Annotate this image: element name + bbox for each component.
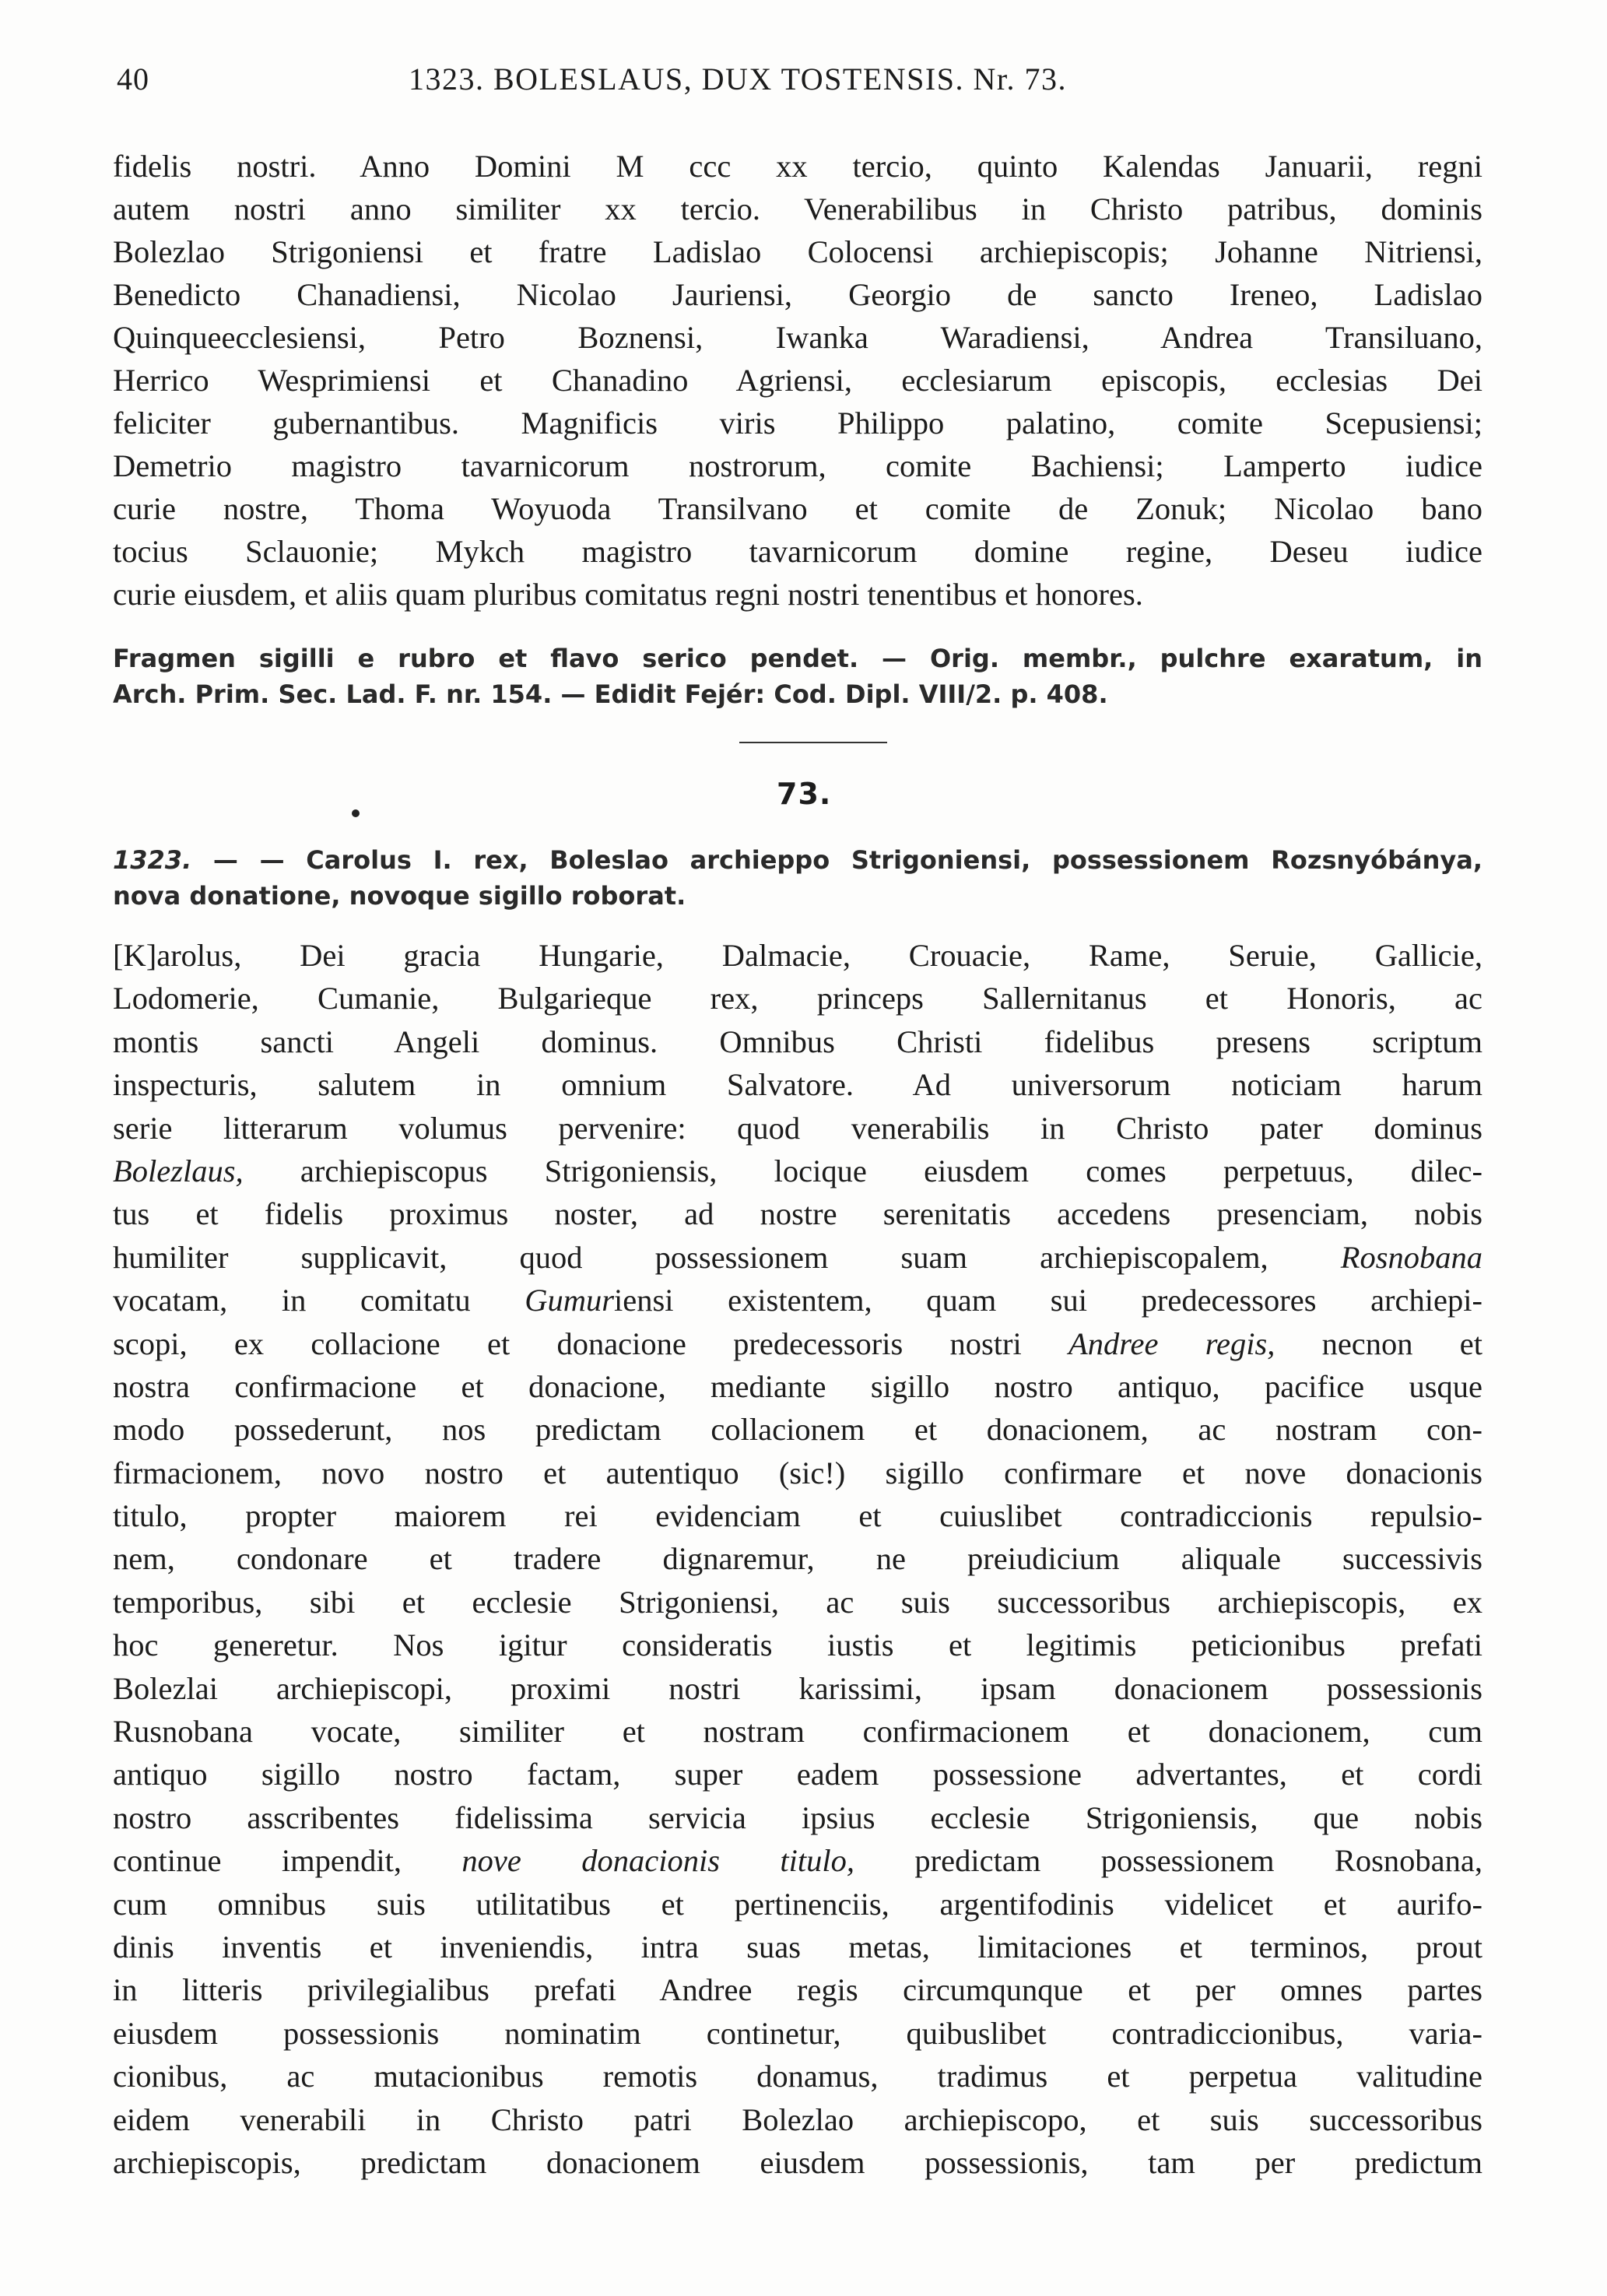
text-line: curie nostre, Thoma Woyuoda Transilvano et comite de Zonuk; Nicolao bano — [113, 491, 1482, 526]
italic-phrase: nove donacionis titulo, — [461, 1843, 855, 1879]
text-line: feliciter gubernantibus. Magnificis viris Philippo palatino, comite Scepusiensi; — [113, 405, 1482, 441]
text-line: Rusnobana vocate, similiter et nostram confirmacionem et donacionem, cum — [113, 1714, 1482, 1750]
regest-line — [113, 842, 1482, 878]
text-line: cionibus, ac mutacionibus remotis donamus, tradimus et perpetua valitudine — [113, 2059, 1482, 2094]
text-line: Demetrio magistro tavarnicorum nostrorum, comite Bachiensi; Lamperto iudice — [113, 448, 1482, 483]
italic-name: Andree regis, — [1068, 1325, 1275, 1361]
text-line — [113, 1839, 1482, 1882]
text-line — [113, 1236, 1482, 1279]
text-run: iensi existentem, quam sui predecessores archiepi- — [614, 1283, 1482, 1318]
text-line: hoc generetur. Nos igitur consideratis iustis et legitimis peticionibus prefati — [113, 1627, 1482, 1663]
text-line: Benedicto Chanadiensi, Nicolao Jauriensi, Georgio de sancto Ireneo, Ladislao — [113, 277, 1482, 312]
text-run: necnon et — [1275, 1325, 1482, 1361]
text-line: eidem venerabili in Christo patri Bolezlao archiepiscopo, et suis successoribus — [113, 2101, 1482, 2137]
section-divider — [739, 742, 887, 743]
italic-name: Rosnobana — [1340, 1239, 1482, 1275]
text-line: nem, condonare et tradere dignaremur, ne preiudicium aliquale successivis — [113, 1541, 1482, 1577]
text-line: temporibus, sibi et ecclesie Strigoniensi, ac suis successoribus archiepiscopis, ex — [113, 1584, 1482, 1620]
text-run: vocatam, in comitatu — [113, 1283, 525, 1318]
document-number: 73. — [777, 777, 832, 811]
text-line: antiquo sigillo nostro factam, super eadem possessione advertantes, et cordi — [113, 1757, 1482, 1792]
regest-date: 1323. — [113, 845, 192, 875]
text-line: titulo, propter maiorem rei evidenciam et cuiuslibet contradiccionis repulsio- — [113, 1498, 1482, 1534]
text-line: in litteris privilegialibus prefati Andree regis circumqunque et per omnes partes — [113, 1972, 1482, 2008]
text-line: nostra confirmacione et donacione, mediante sigillo nostro antiquo, pacifice usque — [113, 1368, 1482, 1404]
text-line: autem nostri anno similiter xx tercio. Venerabilibus in Christo patribus, dominis — [113, 191, 1482, 226]
regest — [113, 842, 1482, 914]
text-run: scopi, ex collacione et donacione predecessoris nostri — [113, 1325, 1069, 1361]
text-line: [K]arolus, Dei gracia Hungarie, Dalmacie, Crouacie, Rame, Seruie, Gallicie, — [113, 938, 1482, 973]
text-line: tus et fidelis proximus noster, ad nostre serenitatis accedens presenciam, nobis — [113, 1196, 1482, 1232]
page-number: 40 — [117, 61, 149, 97]
text-line: archiepiscopis, predictam donacionem eiusdem possessionis, tam per predictum — [113, 2144, 1482, 2180]
text-line — [113, 1279, 1482, 1322]
regest-line: nova donatione, novoque sigillo roborat. — [113, 881, 686, 911]
preceding-charter-text — [113, 145, 1482, 616]
text-line: Lodomerie, Cumanie, Bulgarieque rex, princeps Sallernitanus et Honoris, ac — [113, 981, 1482, 1016]
text-line: cum omnibus suis utilitatibus et pertinenciis, argentifodinis videlicet et aurifo- — [113, 1886, 1482, 1922]
text-line — [113, 1150, 1482, 1192]
text-line: fidelis nostri. Anno Domini M ccc xx tercio, quinto Kalendas Januarii, regni — [113, 149, 1482, 184]
source-note — [113, 641, 1482, 712]
text-line: Herrico Wesprimiensi et Chanadino Agriensi, ecclesiarum episcopis, ecclesias Dei — [113, 363, 1482, 398]
text-line: tocius Sclauonie; Mykch magistro tavarnicorum domine regine, Deseu iudice — [113, 534, 1482, 569]
text-line: Quinqueecclesiensi, Petro Boznensi, Iwanka Waradiensi, Andrea Transiluano, — [113, 320, 1482, 355]
text-line: Bolezlai archiepiscopi, proximi nostri karissimi, ipsam donacionem possessionis — [113, 1670, 1482, 1706]
italic-name: Bolezlaus, — [113, 1153, 244, 1188]
running-head: 1323. BOLESLAUS, DUX TOSTENSIS. Nr. 73. — [409, 61, 1067, 97]
text-line: dinis inventis et inveniendis, intra suas metas, limitaciones et terminos, prout — [113, 1929, 1482, 1964]
text-run: predictam possessionem Rosnobana, — [854, 1843, 1482, 1879]
text-line: firmacionem, novo nostro et autentiquo (sic!) sigillo confirmare et nove donacionis — [113, 1455, 1482, 1490]
text-line: modo possederunt, nos predictam collacionem et donacionem, ac nostram con- — [113, 1412, 1482, 1448]
text-line: montis sancti Angeli dominus. Omnibus Christi fidelibus presens scriptum — [113, 1023, 1482, 1059]
italic-name: Gumur — [525, 1283, 615, 1318]
note-line: Fragmen sigilli e rubro et flavo serico pendet. — Orig. membr., pulchre exaratum, in — [113, 644, 1482, 673]
text-run: humiliter supplicavit, quod possessionem suam archiepiscopalem, — [113, 1239, 1341, 1275]
text-line: Bolezlao Strigoniensi et fratre Ladislao Colocensi archiepiscopis; Johanne Nitriensi, — [113, 234, 1482, 269]
regest-text: — — Carolus I. rex, Boleslao archieppo Strigoniensi, possessionem Rozsnyóbánya, — [191, 845, 1482, 875]
text-line: curie eiusdem, et aliis quam pluribus comitatus regni nostri tenentibus et honores. — [113, 577, 1143, 612]
text-line: eiusdem possessionis nominatim continetur, quibuslibet contradiccionibus, varia- — [113, 2015, 1482, 2051]
charter-text — [113, 934, 1482, 2184]
text-line — [113, 1322, 1482, 1365]
text-run: archiepiscopus Strigoniensis, locique eiusdem comes perpetuus, dilec- — [243, 1153, 1482, 1188]
page-header — [117, 61, 1486, 107]
text-line: inspecturis, salutem in omnium Salvatore. Ad universorum noticiam harum — [113, 1067, 1482, 1103]
text-line: serie litterarum volumus pervenire: quod venerabilis in Christo pater dominus — [113, 1110, 1482, 1146]
note-line: Arch. Prim. Sec. Lad. F. nr. 154. — Edidit Fejér: Cod. Dipl. VIII/2. p. 408. — [113, 679, 1108, 709]
bullet-mark — [352, 809, 360, 817]
text-run: continue impendit, — [113, 1843, 462, 1879]
text-line: nostro asscribentes fidelissima servicia ipsius ecclesie Strigoniensis, que nobis — [113, 1799, 1482, 1835]
